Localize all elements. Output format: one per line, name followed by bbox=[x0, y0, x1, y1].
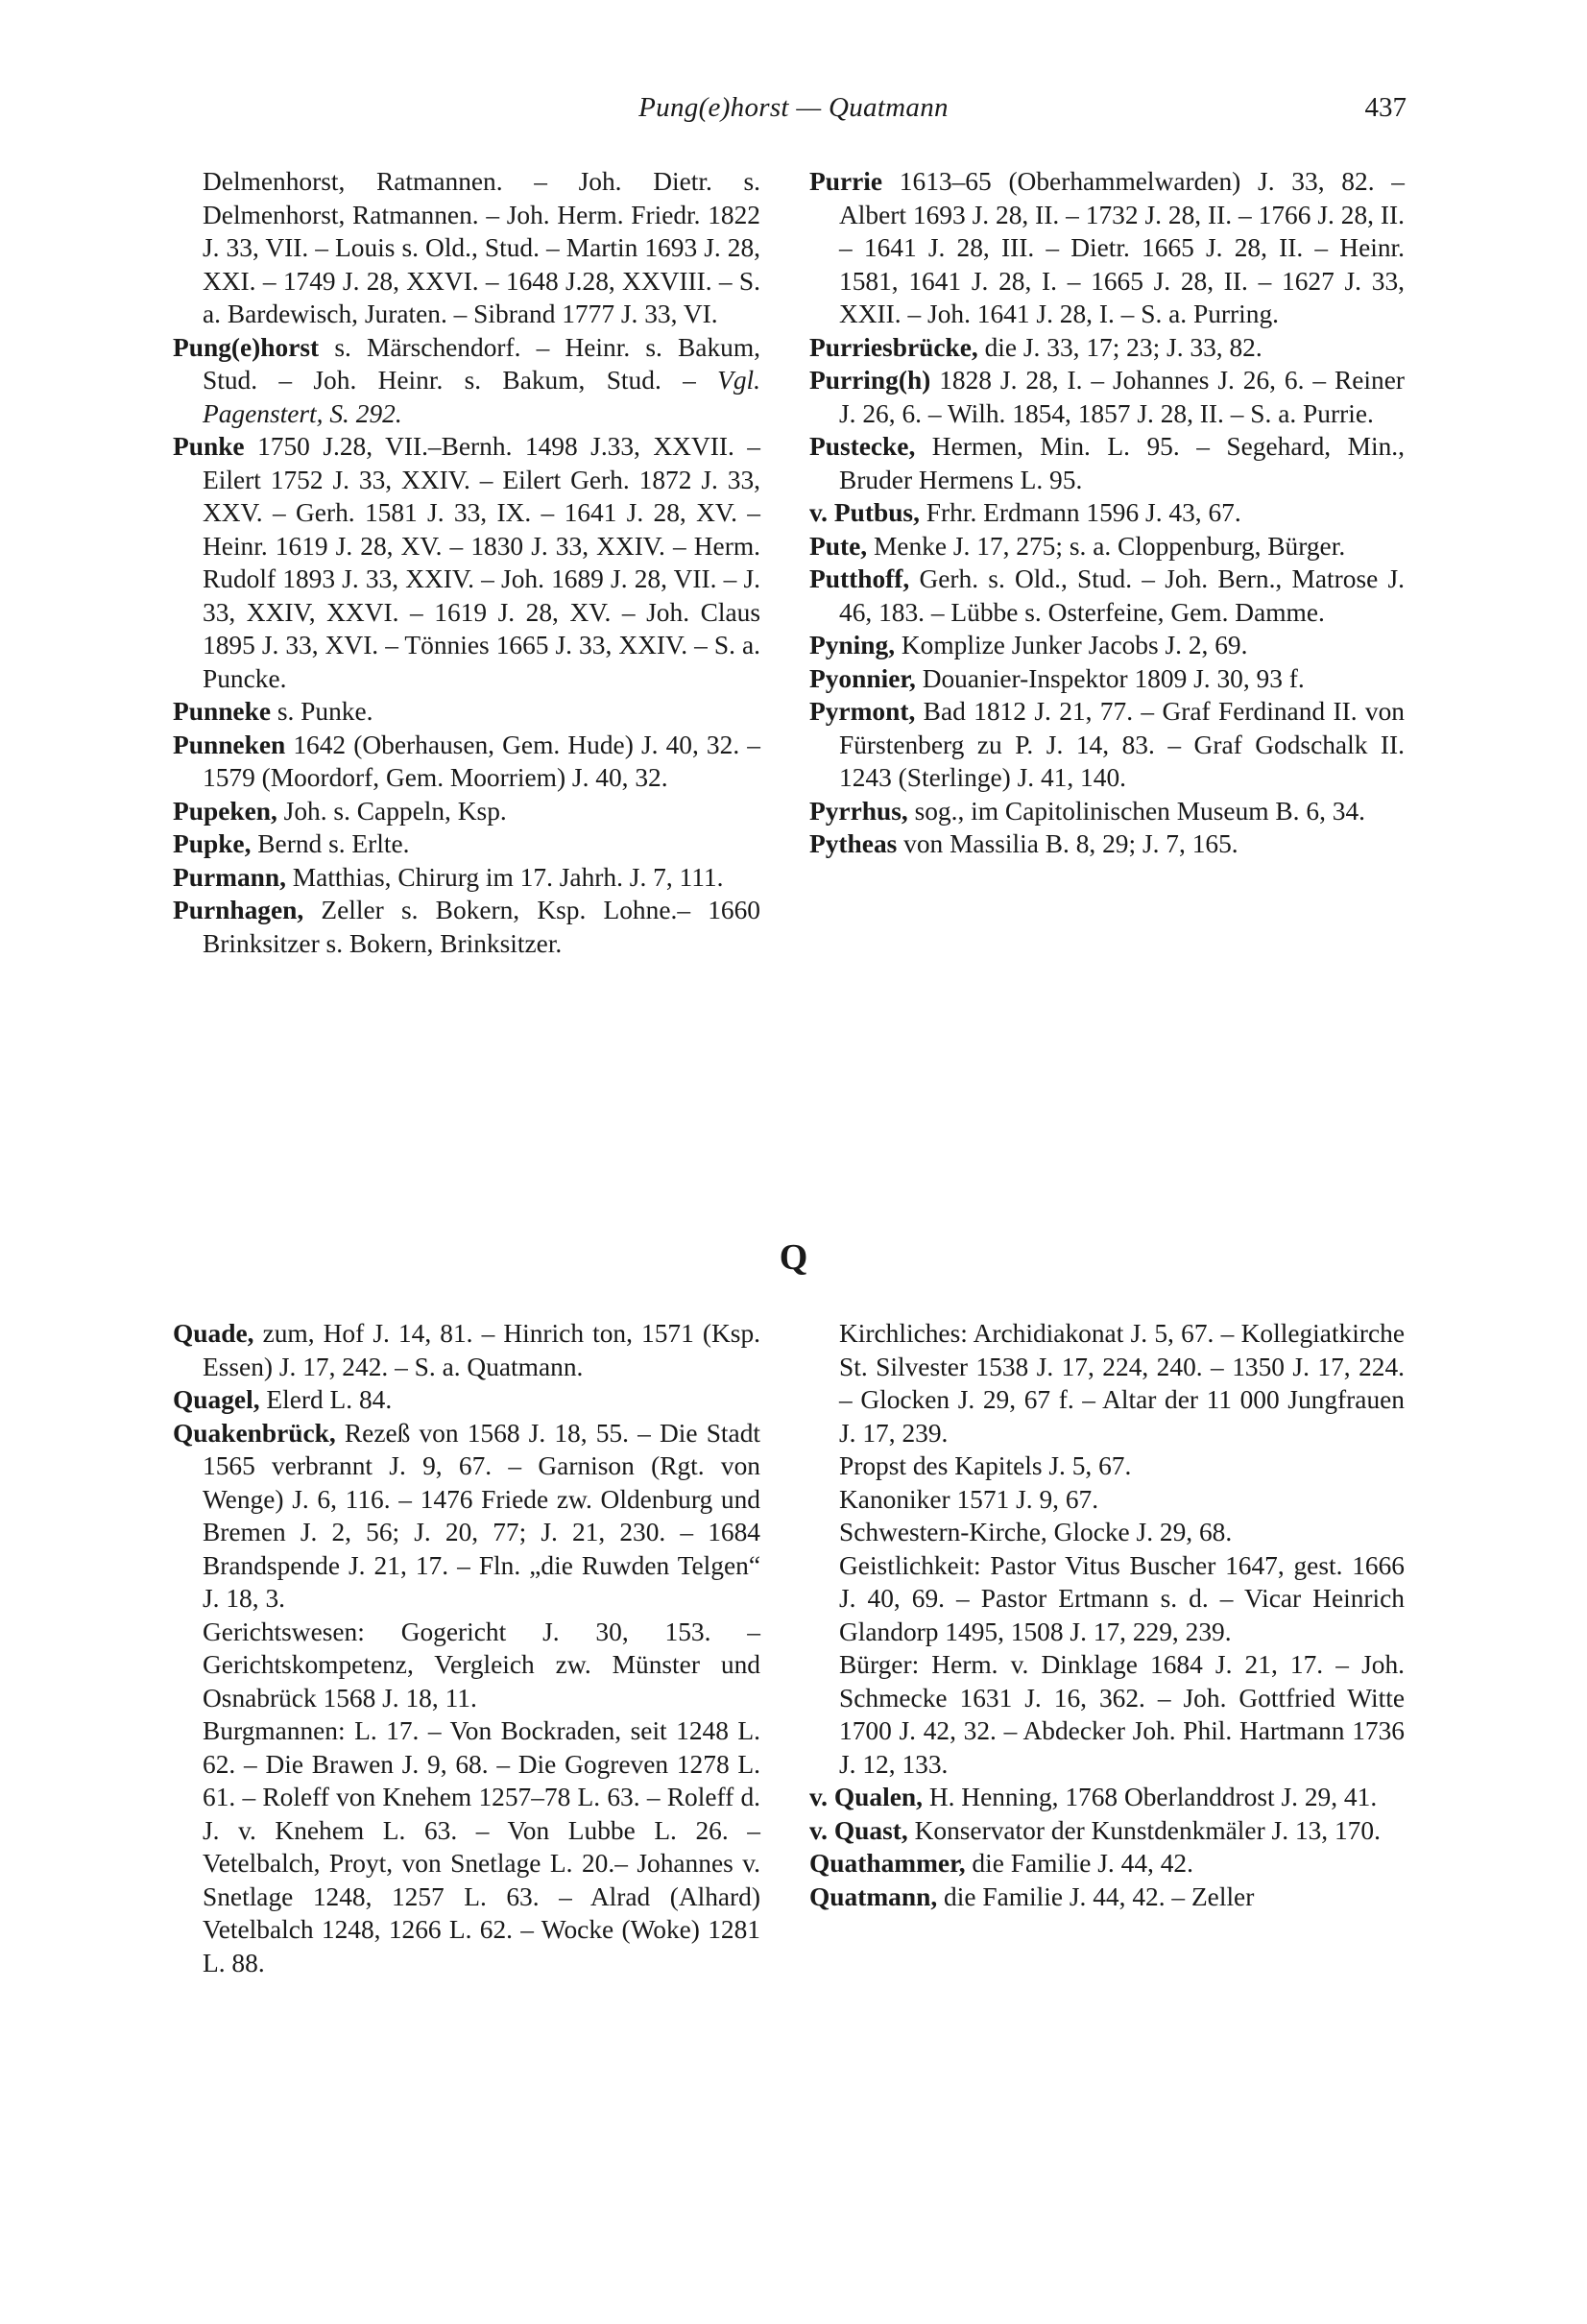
entry-headword: Pytheas bbox=[809, 829, 898, 858]
entry-headword: Quathammer, bbox=[809, 1849, 966, 1878]
entry-text: Bernd s. Erlte. bbox=[251, 829, 410, 858]
index-entry bbox=[809, 530, 1405, 563]
index-entry bbox=[173, 331, 760, 431]
entry-text: s. Punke. bbox=[270, 697, 373, 726]
entry-headword: Pute, bbox=[809, 531, 868, 561]
entry-text: Frhr. Erdmann 1596 J. 43, 67. bbox=[919, 498, 1241, 527]
subentry: Schwestern-Kirche, Glocke J. 29, 68. bbox=[839, 1518, 1233, 1546]
entry-text: Matthias, Chirurg im 17. Jahrh. J. 7, 111. bbox=[285, 862, 724, 892]
index-entry bbox=[809, 331, 1405, 365]
index-entry bbox=[809, 662, 1405, 696]
index-entry bbox=[809, 1881, 1405, 1914]
continued-entry bbox=[173, 165, 760, 331]
entry-text: Gerh. s. Old., Stud. – Joh. Bern., Matrose J. 46, 183. – Lübbe s. Osterfeine, Gem. Damme. bbox=[839, 564, 1405, 627]
entry-headword: Pyrmont, bbox=[809, 697, 916, 726]
entry-text: Zeller s. Bokern, Ksp. Lohne.– 1660 Brinksitzer s. Bokern, Brinksitzer. bbox=[203, 896, 760, 958]
entry-headword: Punke bbox=[173, 432, 245, 461]
entry-text: s. Märschendorf. – Heinr. s. Bakum, Stud. – Joh. Heinr. s. Bakum, Stud. – bbox=[203, 332, 760, 395]
subentry: Gerichtswesen: Gogericht J. 30, 153. – Gerichtskompetenz, Vergleich zw. Münster und Osnabrück 1568 J. 18, 11. bbox=[203, 1617, 760, 1713]
entry-headword: v. Quast, bbox=[809, 1815, 908, 1845]
entry-text: Konservator der Kunstdenkmäler J. 13, 170. bbox=[907, 1815, 1381, 1845]
entry-text: 1750 J.28, VII.–Bernh. 1498 J.33, XXVII. – Eilert 1752 J. 33, XXIV. – Eilert Gerh. 1872 J. 33, XXV. – Gerh. 1581 J. 33, IX. – 1641 J. 28, XV. – Heinr. 1619 J. 28, XV. – 1830 J. 33, XXIV. – Herm. Rudolf 1893 J. 33, XXIV. – Joh. 1689 J. 28, VII. – J. 33, XXIV, XXVI. – 1619 J. 28, XV. – Joh. Claus 1895 J. 33, XVI. – Tönnies 1665 J. 33, XXIV. – S. a. Puncke. bbox=[203, 432, 760, 693]
entry-headword: Purmann, bbox=[173, 862, 286, 892]
index-entry bbox=[173, 894, 760, 960]
index-entry bbox=[173, 1417, 760, 1616]
entry-headword: Purring(h) bbox=[809, 366, 931, 395]
entry-text: die J. 33, 17; 23; J. 33, 82. bbox=[977, 332, 1262, 362]
entry-headword: Quade, bbox=[173, 1319, 254, 1348]
entry-headword: Purrie bbox=[809, 167, 883, 196]
entry-text: Rezeß von 1568 J. 18, 55. – Die Stadt 1565 verbrannt J. 9, 67. – Garnison (Rgt. von Wenge) J. 6, 116. – 1476 Friede zw. Oldenburg und Bremen J. 2, 56; J. 20, 77; J. 21, 230. – 1684 Brandspende J. 21, 17. – Fln. „die Ruwden Telgen“ J. 18, 3. bbox=[203, 1418, 760, 1613]
entry-headword: Quatmann, bbox=[809, 1881, 938, 1911]
index-entry bbox=[809, 563, 1405, 629]
subentry: Burgmannen: L. 17. – Von Bockraden, seit 1248 L. 62. – Die Brawen J. 9, 68. – Die Gogreven 1278 L. 61. – Roleff von Knehem 1257–78 L. 63. – Roleff d. J. v. Knehem L. 63. – Von Lubbe L. 26. – Vetelbalch, Proyt, von Snetlage L. 20.– Johannes v. Snetlage 1248, 1257 L. 63. – Alrad (Alhard) Vetelbalch 1248, 1266 L. 62. – Wocke (Woke) 1281 L. 88. bbox=[203, 1716, 760, 1977]
entry-headword: Punneke bbox=[173, 697, 271, 726]
column-2 bbox=[809, 165, 1405, 861]
index-entry bbox=[809, 827, 1405, 861]
entry-headword: v. Putbus, bbox=[809, 498, 920, 527]
subentry: Kirchliches: Archidiakonat J. 5, 67. – Kollegiatkirche St. Silvester 1538 J. 17, 224, 240. – 1350 J. 17, 224. – Glocken J. 29, 67 f. – Altar der 11 000 Jungfrauen J. 17, 239. bbox=[839, 1319, 1405, 1448]
running-title: Pung(e)horst — Quatmann bbox=[638, 92, 949, 123]
index-entry bbox=[173, 729, 760, 795]
entry-reference-italic: Vgl. Pagenstert, S. 292. bbox=[203, 366, 760, 428]
column-1 bbox=[173, 165, 760, 960]
entry-headword: Pyrrhus, bbox=[809, 796, 908, 826]
subentry: Propst des Kapitels J. 5, 67. bbox=[839, 1451, 1132, 1480]
subentry: Geistlichkeit: Pastor Vitus Buscher 1647, gest. 1666 J. 40, 69. – Pastor Ertmann s. d. – Vicar Heinrich Glandorp 1495, 1508 J. 17, 229, 239. bbox=[839, 1550, 1405, 1646]
page-header bbox=[0, 92, 1587, 131]
index-entry bbox=[173, 861, 760, 895]
index-entry bbox=[809, 1814, 1405, 1848]
entry-headword: v. Qualen, bbox=[809, 1783, 923, 1811]
index-entry bbox=[809, 695, 1405, 795]
entry-headword: Pupeken, bbox=[173, 796, 277, 826]
index-entry bbox=[173, 1383, 760, 1417]
index-entry bbox=[809, 795, 1405, 828]
section-letter: Q bbox=[779, 1237, 808, 1278]
entry-headword: Purriesbrücke, bbox=[809, 332, 978, 362]
entry-text: die Familie J. 44, 42. bbox=[965, 1849, 1193, 1878]
index-entry bbox=[809, 430, 1405, 496]
entry-headword: Pustecke, bbox=[809, 432, 916, 461]
entry-headword: Putthoff, bbox=[809, 564, 910, 593]
subentry: Kanoniker 1571 J. 9, 67. bbox=[839, 1484, 1099, 1514]
column-4 bbox=[809, 1317, 1405, 1913]
entry-text: sog., im Capitolinischen Museum B. 6, 34. bbox=[907, 796, 1366, 826]
entry-text: die Familie J. 44, 42. – Zeller bbox=[937, 1881, 1255, 1911]
index-entry bbox=[809, 165, 1405, 331]
entry-headword: Purnhagen, bbox=[173, 896, 304, 924]
entry-text: Elerd L. 84. bbox=[259, 1385, 393, 1414]
entry-text: Menke J. 17, 275; s. a. Cloppenburg, Bürger. bbox=[867, 531, 1346, 561]
index-entry bbox=[173, 795, 760, 828]
entry-text: 1828 J. 28, I. – Johannes J. 26, 6. – Reiner J. 26, 6. – Wilh. 1854, 1857 J. 28, II. – S. a. Purrie. bbox=[839, 366, 1405, 428]
entry-text: Douanier-Inspektor 1809 J. 30, 93 f. bbox=[915, 663, 1305, 693]
entry-headword: Pupke, bbox=[173, 829, 252, 858]
index-entry bbox=[173, 1317, 760, 1383]
entry-headword: Quakenbrück, bbox=[173, 1418, 336, 1448]
entry-text: Hermen, Min. L. 95. – Segehard, Min., Bruder Hermens L. 95. bbox=[839, 432, 1405, 494]
entry-headword: Quagel, bbox=[173, 1385, 260, 1414]
entry-text: 1613–65 (Oberhammelwarden) J. 33, 82. – Albert 1693 J. 28, II. – 1732 J. 28, II. – 1766 J. 28, II. – 1641 J. 28, III. – Dietr. 1665 J. 28, II. – Heinr. 1581, 1641 J. 28, I. – 1665 J. 28, II. – 1627 J. 33, XXII. – Joh. 1641 J. 28, I. – S. a. Purring. bbox=[839, 167, 1405, 328]
entry-headword: Pyning, bbox=[809, 631, 896, 659]
entry-text: Bad 1812 J. 21, 77. – Graf Ferdinand II. von Fürstenberg zu P. J. 14, 83. – Graf Godschalk II. 1243 (Sterlinge) J. 41, 140. bbox=[839, 697, 1405, 792]
entry-headword: Pung(e)horst bbox=[173, 332, 320, 362]
entry-text: Komplize Junker Jacobs J. 2, 69. bbox=[895, 631, 1248, 659]
entry-text: H. Henning, 1768 Oberlanddrost J. 29, 41. bbox=[922, 1783, 1378, 1811]
index-entry bbox=[173, 827, 760, 861]
entry-text: zum, Hof J. 14, 81. – Hinrich ton, 1571 (Ksp. Essen) J. 17, 242. – S. a. Quatmann. bbox=[203, 1319, 760, 1381]
entry-headword: Punneken bbox=[173, 730, 286, 759]
entry-text: Joh. s. Cappeln, Ksp. bbox=[277, 796, 507, 826]
column-3 bbox=[173, 1317, 760, 1979]
index-entry bbox=[809, 1847, 1405, 1881]
page-number: 437 bbox=[1364, 92, 1407, 123]
index-entry bbox=[809, 1781, 1405, 1814]
index-entry bbox=[809, 629, 1405, 662]
entry-headword: Pyonnier, bbox=[809, 663, 916, 693]
entry-text: 1642 (Oberhausen, Gem. Hude) J. 40, 32. – 1579 (Moordorf, Gem. Moorriem) J. 40, 32. bbox=[203, 730, 760, 792]
subentry: Bürger: Herm. v. Dinklage 1684 J. 21, 17. – Joh. Schmecke 1631 J. 16, 362. – Joh. Gottfried Witte 1700 J. 42, 32. – Abdecker Joh. Phil. Hartmann 1736 J. 12, 133. bbox=[839, 1650, 1405, 1779]
index-entry bbox=[809, 364, 1405, 430]
index-entry bbox=[173, 695, 760, 729]
index-entry bbox=[173, 430, 760, 695]
entry-text: Delmenhorst, Ratmannen. – Joh. Dietr. s. Delmenhorst, Ratmannen. – Joh. Herm. Friedr. 1822 J. 33, VII. – Louis s. Old., Stud. – Martin 1693 J. 28, XXI. – 1749 J. 28, XXVI. – 1648 J.28, XXVIII. – S. a. Bardewisch, Juraten. – Sibrand 1777 J. 33, VI. bbox=[203, 167, 760, 328]
entry-text: von Massilia B. 8, 29; J. 7, 165. bbox=[897, 829, 1238, 858]
index-entry bbox=[809, 496, 1405, 530]
